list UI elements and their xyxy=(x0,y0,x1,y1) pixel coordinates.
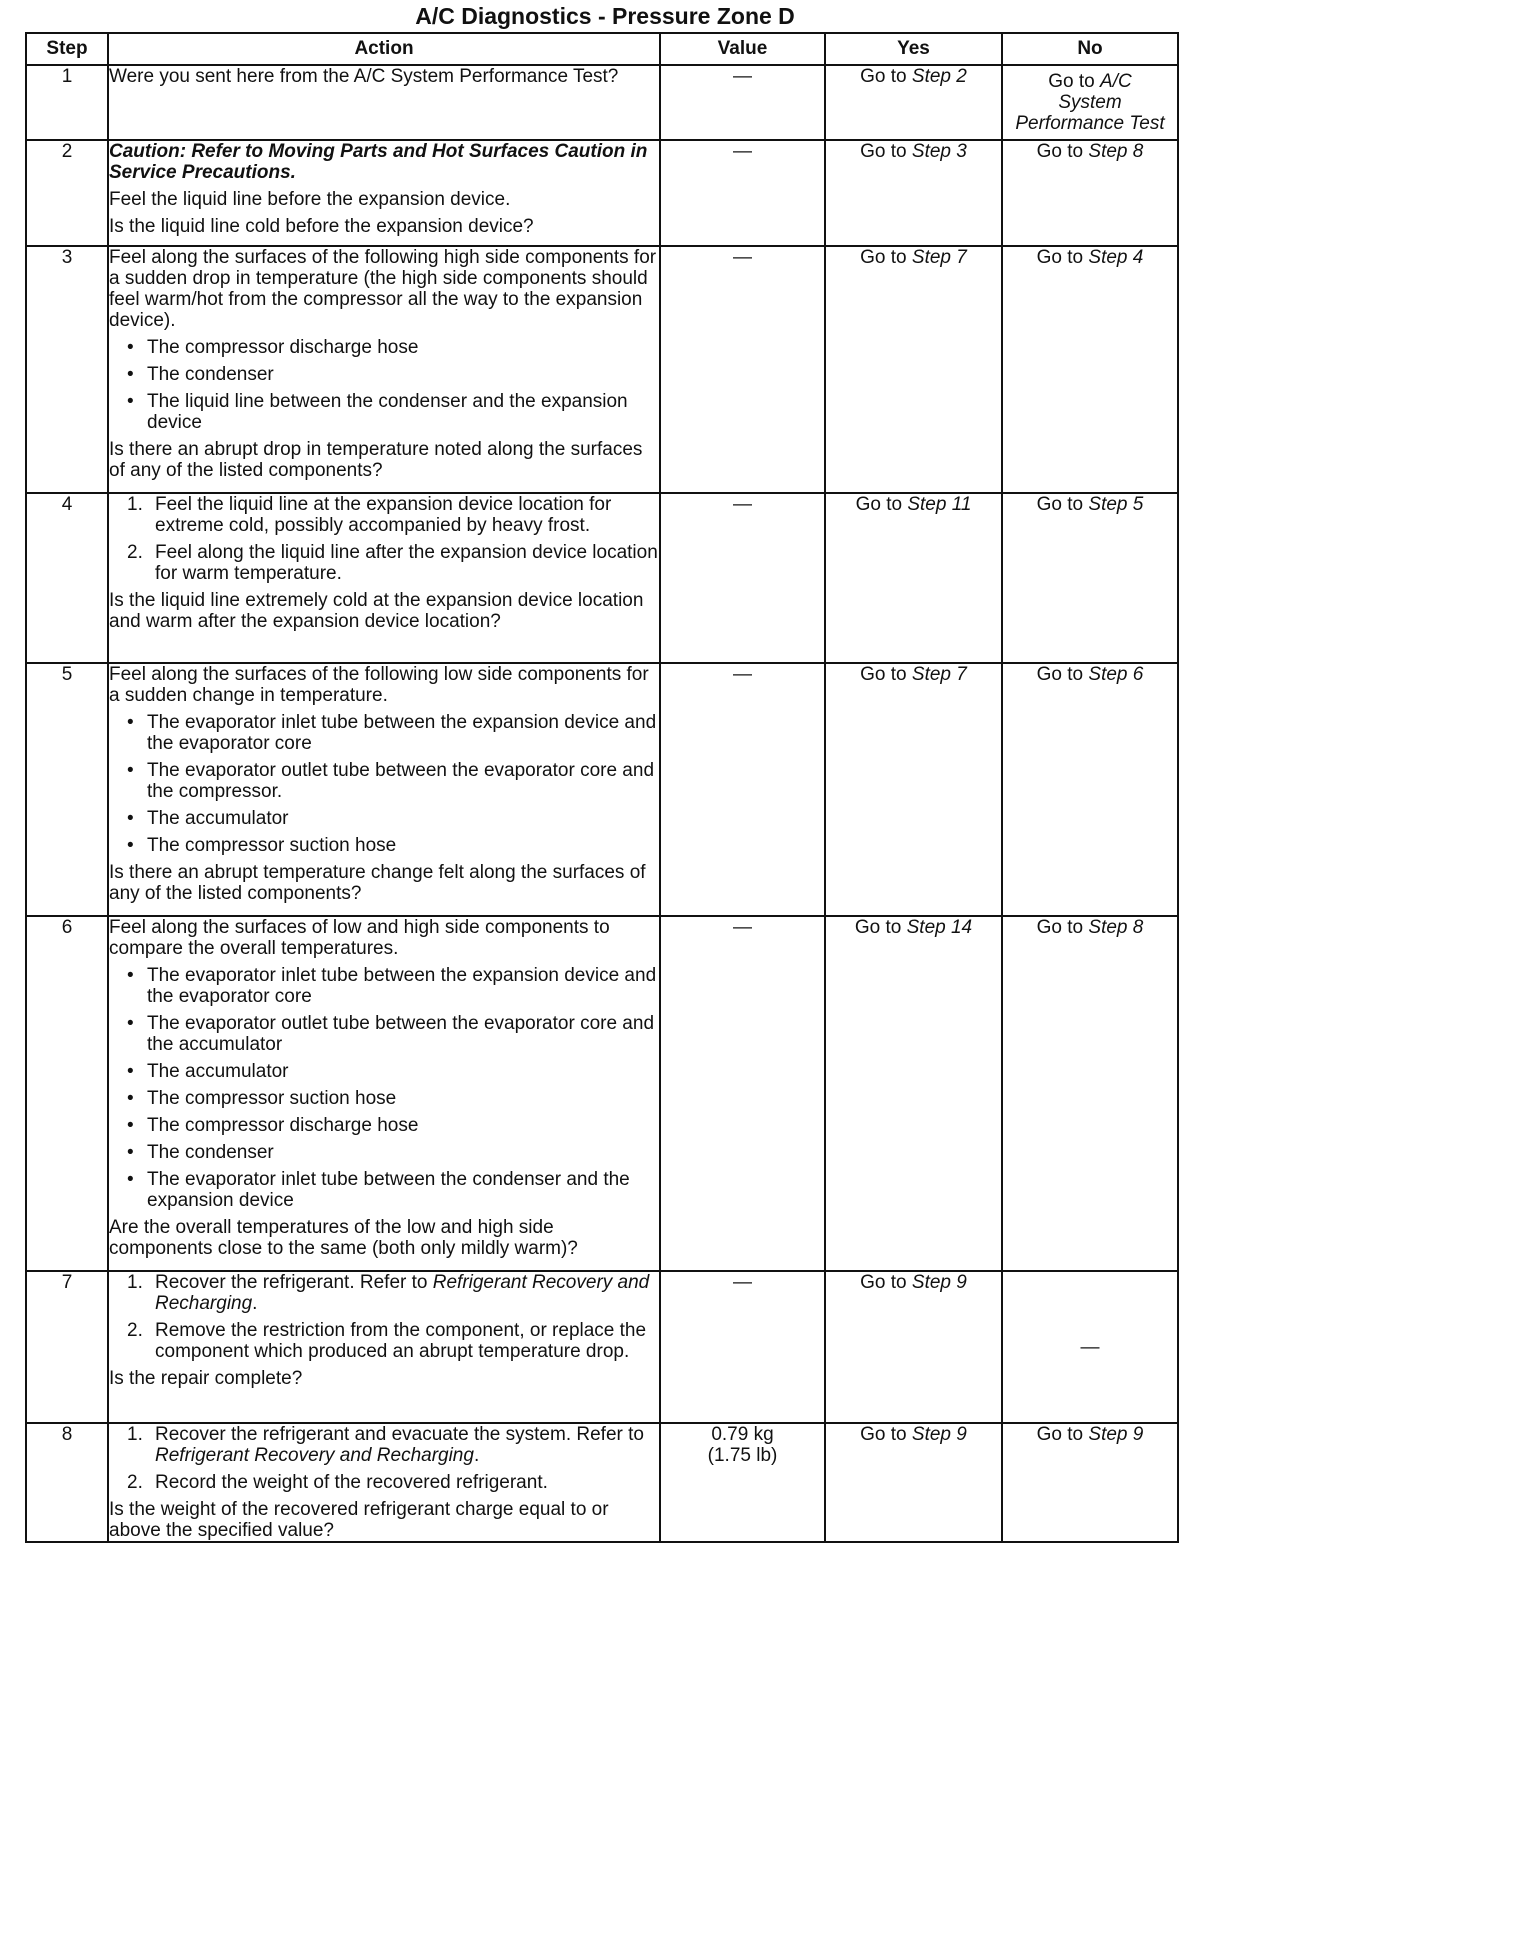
list-item xyxy=(109,1088,659,1109)
value-text: (1.75 lb) xyxy=(707,1445,778,1466)
no-cell xyxy=(1002,140,1178,246)
value-text: — xyxy=(733,247,752,268)
step-reference: Step 8 xyxy=(1088,141,1144,162)
step-reference: Step 9 xyxy=(911,1272,967,1293)
step-reference: Step 11 xyxy=(907,494,972,515)
no-goto xyxy=(1037,141,1144,162)
step-reference: Step 14 xyxy=(906,917,973,938)
value-text: — xyxy=(733,66,752,87)
bullet-icon: • xyxy=(127,760,134,781)
list-item-text: Feel along the liquid line after the expansion device location for warm temperature. xyxy=(155,542,658,584)
no-cell xyxy=(1002,1271,1178,1423)
step-reference: Step 8 xyxy=(1088,917,1144,938)
no-goto xyxy=(1037,1424,1144,1445)
numbered-item xyxy=(109,1320,659,1362)
step-reference: Step 6 xyxy=(1088,664,1144,685)
bullet-icon: • xyxy=(127,391,134,412)
no-goto xyxy=(1037,247,1144,268)
value-cell xyxy=(660,1423,825,1542)
action-cell xyxy=(108,246,660,493)
list-item-text: The compressor suction hose xyxy=(147,1088,397,1109)
list-item xyxy=(109,1169,659,1211)
list-item xyxy=(109,1013,659,1055)
yes-goto xyxy=(855,917,972,938)
goto-prefix: Go to xyxy=(1036,1424,1089,1445)
step-number: 1 xyxy=(26,65,108,140)
goto-prefix: Go to xyxy=(1036,917,1089,938)
procedure-reference: A/C xyxy=(1100,71,1132,92)
goto-prefix: Go to xyxy=(854,917,907,938)
yes-cell xyxy=(825,493,1002,663)
list-item xyxy=(109,760,659,802)
no-cell xyxy=(1002,663,1178,916)
action-text: Is there an abrupt drop in temperature noted along the surfaces of any of the listed components? xyxy=(109,439,643,481)
yes-goto xyxy=(860,66,967,87)
step-reference: Step 3 xyxy=(911,141,967,162)
list-item-text: Remove the restriction from the component, or replace the component which produced an abrupt temperature drop. xyxy=(155,1320,647,1362)
action-cell xyxy=(108,663,660,916)
table-row xyxy=(26,246,1178,493)
list-item xyxy=(109,965,659,1007)
table-row xyxy=(26,65,1178,140)
bullet-icon: • xyxy=(127,364,134,385)
list-item-text: . xyxy=(252,1293,258,1314)
step-reference: Step 7 xyxy=(911,247,967,268)
action-text: Feel along the surfaces of the following high side components for a sudden drop in temperature (the high side components should feel warm/hot from the compressor all the way to the expansion device). xyxy=(109,247,657,331)
header-no: No xyxy=(1002,33,1178,65)
goto-prefix: Go to xyxy=(860,66,912,87)
action-cell xyxy=(108,1423,660,1542)
page-title: A/C Diagnostics - Pressure Zone D xyxy=(415,3,795,29)
no-cell xyxy=(1002,246,1178,493)
action-text: Is the liquid line extremely cold at the expansion device location and warm after the expansion device location? xyxy=(109,590,644,632)
value-text: — xyxy=(733,1272,752,1293)
list-item-text: The evaporator inlet tube between the expansion device and the evaporator core xyxy=(147,712,657,754)
step-reference: Step 9 xyxy=(911,1424,967,1445)
no-line xyxy=(1003,71,1177,92)
list-item xyxy=(109,364,659,385)
caution-text xyxy=(109,141,659,183)
goto-prefix: Go to xyxy=(1036,494,1089,515)
yes-goto xyxy=(856,494,972,515)
table-row xyxy=(26,916,1178,1271)
action-text: Is the liquid line cold before the expansion device? xyxy=(109,216,534,237)
yes-cell xyxy=(825,916,1002,1271)
action-text: Feel along the surfaces of the following low side components for a sudden change in temperature. xyxy=(109,664,649,706)
value-cell xyxy=(660,916,825,1271)
value-cell xyxy=(660,140,825,246)
list-item xyxy=(109,391,659,433)
caution-tail: . xyxy=(290,162,296,183)
bullet-icon: • xyxy=(127,712,134,733)
list-item-text: The evaporator inlet tube between the expansion device and the evaporator core xyxy=(147,965,657,1007)
action-cell xyxy=(108,1271,660,1423)
yes-goto xyxy=(860,141,967,162)
no-cell xyxy=(1002,65,1178,140)
goto-prefix: Go to xyxy=(1036,247,1089,268)
list-item-text: The accumulator xyxy=(147,808,289,829)
bullet-icon: • xyxy=(127,1088,134,1109)
list-item-text: . xyxy=(473,1445,480,1466)
procedure-reference: Refrigerant Recovery and Recharging xyxy=(155,1272,650,1314)
table-row xyxy=(26,1423,1178,1542)
no-goto xyxy=(1037,494,1144,515)
step-number: 6 xyxy=(26,916,108,1271)
yes-cell xyxy=(825,246,1002,493)
list-item xyxy=(109,808,659,829)
list-item xyxy=(109,1061,659,1082)
list-item-text: The condenser xyxy=(147,364,274,385)
value-cell xyxy=(660,493,825,663)
goto-prefix: Go to xyxy=(860,664,912,685)
item-number: 1. xyxy=(127,1272,143,1293)
action-text: Were you sent here from the A/C System Performance Test? xyxy=(109,66,619,87)
bullet-icon: • xyxy=(127,1142,134,1163)
bullet-icon: • xyxy=(127,1115,134,1136)
value-text: — xyxy=(733,917,752,938)
yes-goto xyxy=(860,247,967,268)
procedure-reference: System xyxy=(1058,92,1122,113)
numbered-item xyxy=(109,1272,659,1314)
table-body xyxy=(26,65,1178,1542)
item-number: 1. xyxy=(127,1424,143,1445)
value-text: — xyxy=(1080,1336,1100,1358)
goto-prefix: Go to xyxy=(860,1272,912,1293)
numbered-item xyxy=(109,1424,659,1466)
step-number: 4 xyxy=(26,493,108,663)
action-text: Are the overall temperatures of the low and high side components close to the same (both only mildly warm)? xyxy=(109,1217,578,1259)
numbered-list xyxy=(109,494,659,584)
action-text: Is the repair complete? xyxy=(109,1368,303,1389)
yes-cell xyxy=(825,1271,1002,1423)
list-item-text: The condenser xyxy=(147,1142,274,1163)
bullet-icon: • xyxy=(127,1169,134,1190)
numbered-item xyxy=(109,1472,659,1493)
step-number: 8 xyxy=(26,1423,108,1542)
item-number: 1. xyxy=(127,494,143,515)
yes-cell xyxy=(825,1423,1002,1542)
action-cell xyxy=(108,65,660,140)
action-text: Is there an abrupt temperature change felt along the surfaces of any of the listed components? xyxy=(109,862,646,904)
list-item-text: Recover the refrigerant. Refer to xyxy=(155,1272,433,1293)
goto-prefix: Go to xyxy=(860,1424,912,1445)
action-cell xyxy=(108,493,660,663)
item-number: 2. xyxy=(127,1320,143,1341)
numbered-list xyxy=(109,1424,659,1493)
table-row xyxy=(26,493,1178,663)
yes-goto xyxy=(860,664,967,685)
yes-cell xyxy=(825,65,1002,140)
no-goto-reference xyxy=(1003,71,1177,134)
header-yes: Yes xyxy=(825,33,1002,65)
bullet-list xyxy=(109,337,659,433)
list-item-text: The evaporator inlet tube between the condenser and the expansion device xyxy=(147,1169,630,1211)
bullet-list xyxy=(109,712,659,856)
step-reference: Step 9 xyxy=(1088,1424,1144,1445)
numbered-list xyxy=(109,1272,659,1362)
value-cell xyxy=(660,65,825,140)
list-item-text: Feel the liquid line at the expansion device location for extreme cold, possibly accompanied by heavy frost. xyxy=(155,494,612,536)
step-number: 3 xyxy=(26,246,108,493)
procedure-reference: Refrigerant Recovery and Recharging xyxy=(155,1445,474,1466)
goto-prefix: Go to xyxy=(1036,664,1089,685)
bullet-icon: • xyxy=(127,808,134,829)
value-text: — xyxy=(733,664,752,685)
value-text: — xyxy=(733,141,752,162)
list-item-text: Recover the refrigerant and evacuate the system. Refer to xyxy=(155,1424,644,1445)
step-reference: Step 4 xyxy=(1088,247,1144,268)
table-row xyxy=(26,140,1178,246)
table-row xyxy=(26,663,1178,916)
value-cell xyxy=(660,1271,825,1423)
yes-goto xyxy=(860,1424,967,1445)
list-item-text: Record the weight of the recovered refrigerant. xyxy=(155,1472,548,1493)
list-item xyxy=(109,1142,659,1163)
list-item-text: The evaporator outlet tube between the evaporator core and the compressor. xyxy=(147,760,655,802)
bullet-icon: • xyxy=(127,835,134,856)
value-text: — xyxy=(733,494,752,515)
bullet-icon: • xyxy=(127,965,134,986)
value-cell xyxy=(660,663,825,916)
bullet-icon: • xyxy=(127,1013,134,1034)
yes-cell xyxy=(825,663,1002,916)
action-cell xyxy=(108,140,660,246)
goto-prefix: Go to xyxy=(1048,71,1101,92)
no-goto xyxy=(1037,664,1144,685)
goto-prefix: Go to xyxy=(860,141,912,162)
list-item-text: The liquid line between the condenser and the expansion device xyxy=(147,391,628,433)
header-value: Value xyxy=(660,33,825,65)
list-item-text: The compressor discharge hose xyxy=(147,337,419,358)
goto-prefix: Go to xyxy=(1036,141,1089,162)
procedure-reference: Performance Test xyxy=(1015,113,1165,134)
bullet-icon: • xyxy=(127,337,134,358)
list-item-text: The evaporator outlet tube between the evaporator core and the accumulator xyxy=(147,1013,655,1055)
table-row xyxy=(26,1271,1178,1423)
step-reference: Step 2 xyxy=(911,66,967,87)
list-item-text: The compressor suction hose xyxy=(147,835,397,856)
value-text: 0.79 kg xyxy=(711,1424,774,1445)
numbered-item xyxy=(109,494,659,536)
no-cell xyxy=(1002,1423,1178,1542)
goto-prefix: Go to xyxy=(855,494,908,515)
numbered-item xyxy=(109,542,659,584)
list-item xyxy=(109,1115,659,1136)
yes-cell xyxy=(825,140,1002,246)
action-text: Feel along the surfaces of low and high side components to compare the overall temperatures. xyxy=(109,917,610,959)
no-cell xyxy=(1002,916,1178,1271)
yes-goto xyxy=(860,1272,967,1293)
header-step: Step xyxy=(26,33,108,65)
goto-prefix: Go to xyxy=(860,247,912,268)
value-cell xyxy=(660,246,825,493)
step-number: 7 xyxy=(26,1271,108,1423)
step-reference: Step 7 xyxy=(911,664,967,685)
bullet-list xyxy=(109,965,659,1211)
caution-label: Caution: Refer to Moving Parts and Hot Surfaces Caution in Service Precautions xyxy=(109,141,648,183)
table-header-row xyxy=(26,33,1178,65)
action-text: Is the weight of the recovered refrigerant charge equal to or above the specified value? xyxy=(109,1499,609,1541)
list-item xyxy=(109,337,659,358)
step-number: 5 xyxy=(26,663,108,916)
no-goto xyxy=(1037,917,1144,938)
no-cell xyxy=(1002,493,1178,663)
list-item xyxy=(109,712,659,754)
list-item-text: The compressor discharge hose xyxy=(147,1115,419,1136)
step-number: 2 xyxy=(26,140,108,246)
list-item xyxy=(109,835,659,856)
action-cell xyxy=(108,916,660,1271)
step-reference: Step 5 xyxy=(1088,494,1144,515)
action-text: Feel the liquid line before the expansion device. xyxy=(109,189,511,210)
item-number: 2. xyxy=(127,1472,143,1493)
header-action: Action xyxy=(108,33,660,65)
item-number: 2. xyxy=(127,542,143,563)
diagnostic-table xyxy=(25,32,1179,1543)
bullet-icon: • xyxy=(127,1061,134,1082)
list-item-text: The accumulator xyxy=(147,1061,289,1082)
